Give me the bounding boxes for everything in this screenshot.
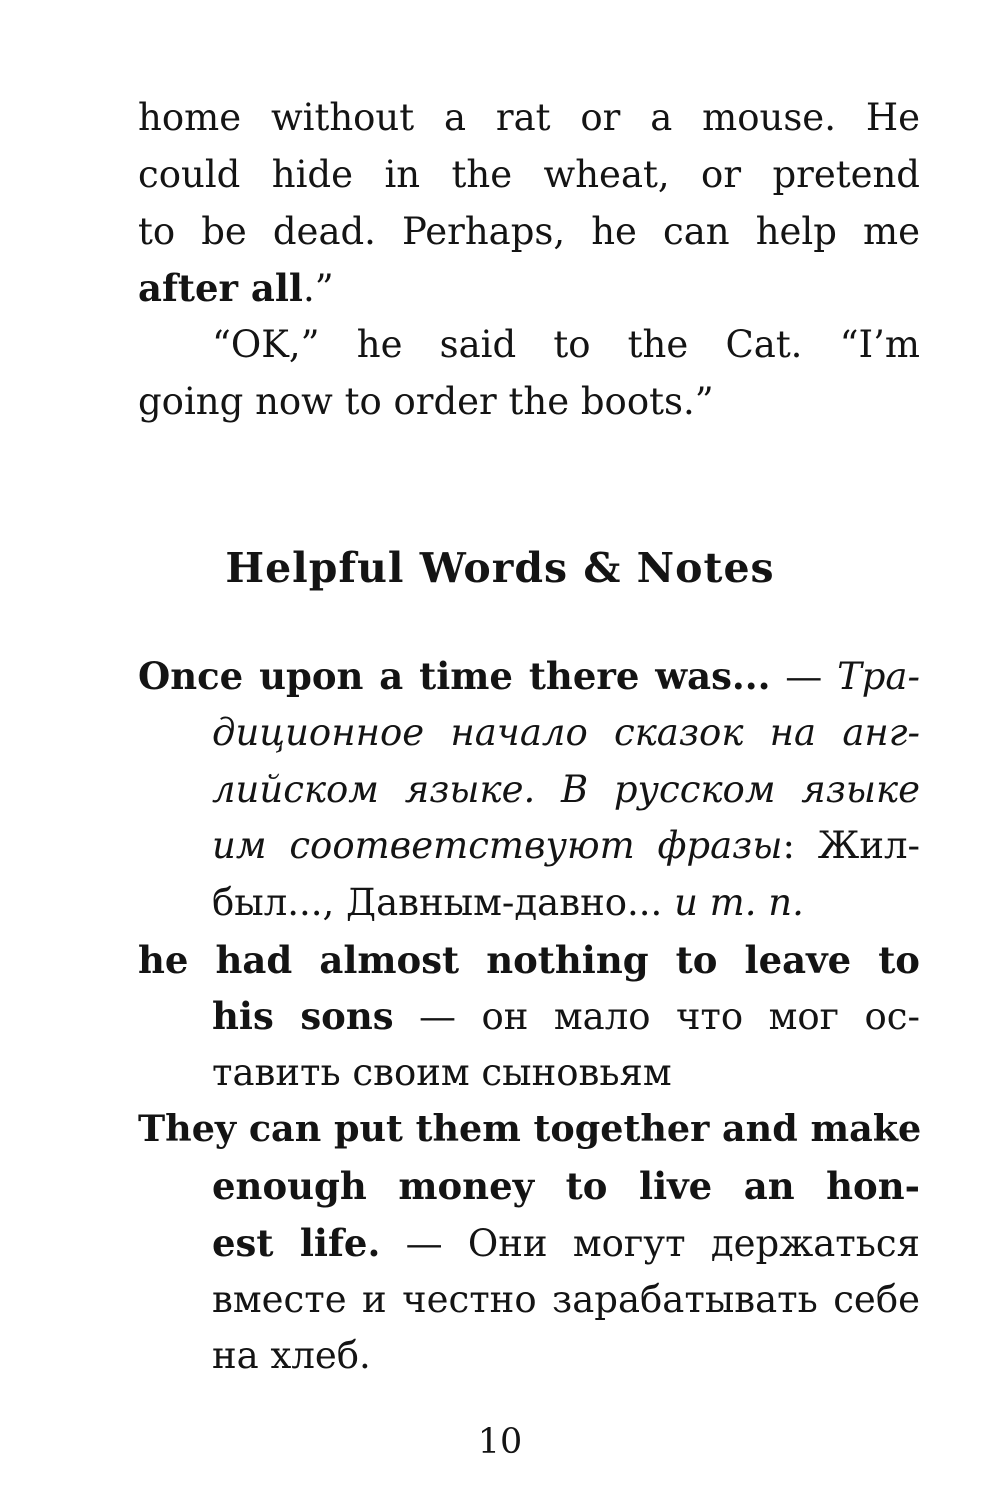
note-gloss: вместе и честно зарабатывать себе	[212, 1278, 920, 1321]
story-line-3	[0, 202, 1000, 262]
note-gloss-plain: был..., Давным-давно...	[212, 881, 675, 924]
note-entry-3-line-1	[0, 1099, 1000, 1159]
note-gloss: лийском языке. В русском языке	[212, 768, 920, 811]
note-entry-2-mixed	[212, 986, 920, 1046]
note-term: est life.	[212, 1221, 381, 1265]
note-gloss-italic: им соответствуют фразы	[212, 824, 783, 867]
note-entry-1-line-2	[0, 703, 1000, 763]
story-line-4	[0, 258, 1000, 318]
note-gloss: — он мало что мог ос-	[393, 995, 920, 1038]
note-entry-3-line-2	[0, 1156, 1000, 1216]
story-line-5	[0, 315, 1000, 375]
story-line-6	[0, 372, 1000, 432]
note-entry-1-line-5	[0, 873, 1000, 933]
story-text: going now to order the boots.”	[138, 380, 714, 423]
note-entry-2-line-1	[0, 930, 1000, 990]
note-entry-1-line-1	[0, 646, 1000, 706]
note-entry-2-line-2	[0, 986, 1000, 1046]
story-text: home without a rat or a mouse. He	[138, 96, 920, 139]
note-gloss-mixed	[212, 816, 920, 876]
note-entry-2-line-3	[0, 1043, 1000, 1103]
closing-quote: .”	[302, 267, 334, 310]
note-gloss: на хлеб.	[212, 1334, 371, 1377]
note-entry-3-line-4	[0, 1270, 1000, 1330]
note-entry-3-line-3	[0, 1213, 1000, 1273]
note-term: Once upon a time there was...	[138, 654, 771, 698]
note-gloss: Тра-	[837, 655, 920, 698]
note-term: he had almost nothing to leave to	[138, 938, 920, 982]
note-term: enough money to live an hon-	[212, 1164, 920, 1208]
story-text: to be dead. Perhaps, he can help me	[138, 210, 920, 253]
note-term: They can put them together and make	[138, 1107, 922, 1150]
em-dash: —	[770, 655, 838, 698]
story-text: “OK,” he said to the Cat. “I’m	[212, 323, 920, 366]
note-entry-1-line-3	[0, 760, 1000, 820]
note-entry-1-line-4	[0, 816, 1000, 876]
story-text: could hide in the wheat, or pretend	[138, 153, 920, 196]
section-heading: Helpful Words & Notes	[225, 544, 775, 592]
note-gloss: диционное начало сказок на анг-	[212, 711, 920, 754]
story-line-1	[0, 88, 1000, 148]
note-entry-3-line-5	[0, 1326, 1000, 1386]
bold-phrase: after all	[138, 266, 303, 310]
story-text-line-4	[138, 258, 920, 318]
note-entry-1-first-line	[138, 646, 920, 706]
note-gloss-mixed	[212, 873, 920, 933]
note-entry-3-mixed	[212, 1213, 920, 1273]
note-gloss: — Они могут держаться	[380, 1222, 920, 1265]
note-term: his sons	[212, 994, 394, 1038]
story-line-2	[0, 145, 1000, 205]
note-gloss-plain: : Жил-	[782, 824, 920, 867]
note-gloss-italic: и т. п.	[674, 881, 804, 924]
note-gloss: тавить своим сыновьям	[212, 1051, 672, 1094]
page-number: 10	[477, 1422, 523, 1462]
